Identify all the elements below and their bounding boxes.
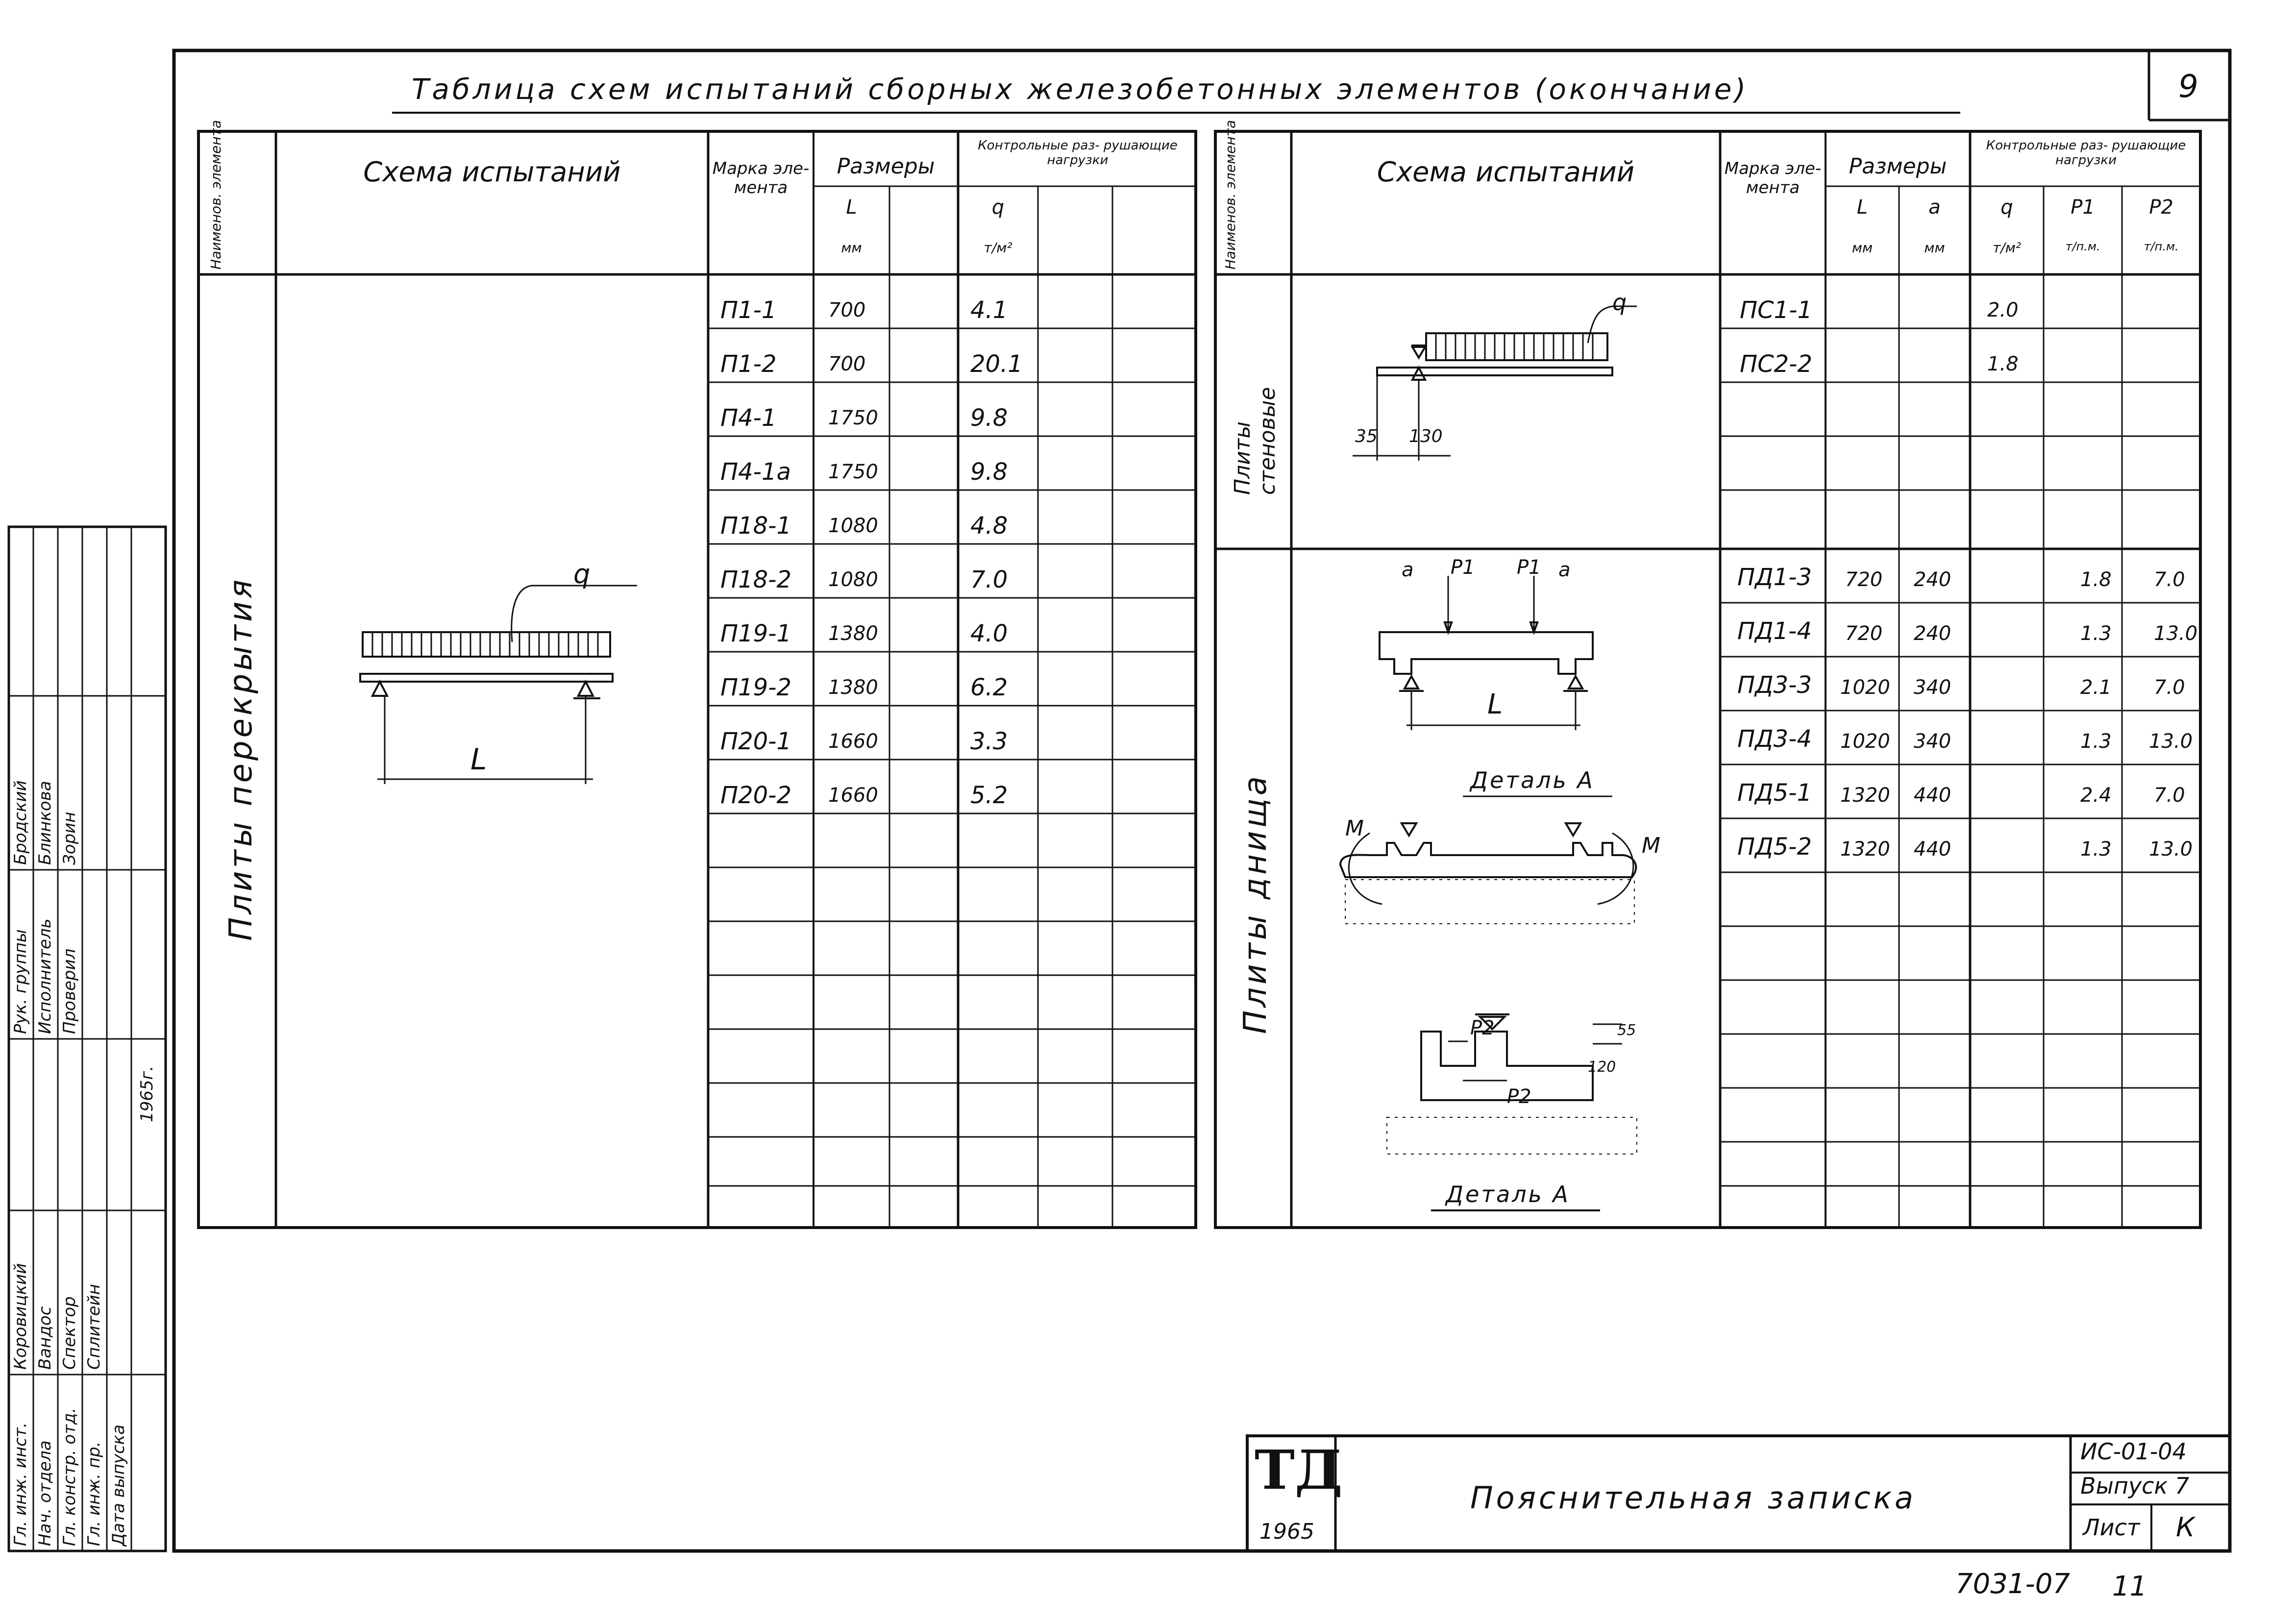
left-scheme-q-label: q — [573, 559, 591, 590]
left-header-q: q — [991, 196, 1005, 219]
right-header-p1-unit: т/п.м. — [2065, 240, 2100, 253]
table-row-mark: ПД5-1 — [1737, 779, 1812, 807]
left-header-q-unit: т/м² — [984, 240, 1012, 256]
table-row-mark: ПС2-2 — [1740, 350, 1813, 378]
table-row-l: 1020 — [1840, 730, 1890, 753]
table-row-l: 1660 — [828, 730, 878, 753]
table-row-p2: 7.0 — [2154, 568, 2185, 591]
right-header-p1: P1 — [2071, 196, 2095, 219]
table-row-p2: 7.0 — [2154, 676, 2185, 699]
table-row-mark: ПД5-2 — [1737, 833, 1812, 861]
table-row-mark: П1-2 — [720, 350, 777, 378]
side-stamp-name: Вандос — [35, 1306, 55, 1370]
left-header-l-unit: мм — [841, 240, 862, 256]
side-stamp-role: Дата выпуска — [109, 1424, 128, 1546]
right-header-q: q — [2000, 196, 2013, 219]
side-stamp-role: Рук. группы — [11, 929, 30, 1034]
table-row-q: 4.1 — [970, 296, 1008, 324]
table-row-q: 6.2 — [970, 674, 1008, 701]
table-row-mark: П4-1 — [720, 404, 777, 432]
stamp-sheet-value: К — [2176, 1512, 2195, 1543]
table-row-mark: ПД1-4 — [1737, 617, 1812, 645]
side-stamp-name: Блинкова — [35, 781, 55, 865]
side-stamp-role: Гл. инж. пр. — [84, 1441, 104, 1546]
right-header-name: Наименов. элемента — [1222, 120, 1238, 270]
table-row-q: 5.2 — [970, 782, 1008, 809]
table-row-l: 700 — [828, 353, 866, 375]
table-row-mark: П1-1 — [720, 296, 777, 324]
stamp-year: 1965 — [1259, 1519, 1314, 1544]
detail-p2-1: P2 — [1470, 1017, 1495, 1039]
table-row-l: 1380 — [828, 622, 878, 645]
footer-sheet: 11 — [2112, 1571, 2147, 1602]
left-header-name: Наименов. элемента — [208, 120, 224, 270]
right-group1-label: Плиты стеновые — [1230, 387, 1280, 495]
right-header-q-unit: т/м² — [1992, 240, 2022, 256]
side-stamp-name: Спектор — [60, 1296, 79, 1370]
side-stamp-name: Сплитейн — [84, 1284, 104, 1370]
page-title: Таблица схем испытаний сборных железобетонных элементов (окончание) — [412, 73, 1749, 106]
table-row-l: 1080 — [828, 515, 878, 537]
left-beam-scheme — [360, 586, 637, 784]
table-row-mark: П4-1а — [720, 458, 791, 486]
right-header-a-unit: мм — [1924, 240, 1945, 256]
table-row-p2: 7.0 — [2154, 784, 2185, 807]
table-row-l: 1750 — [828, 461, 878, 483]
table-row-mark: ПД1-3 — [1737, 564, 1812, 591]
stamp-sheet-label: Лист — [2083, 1514, 2140, 1541]
table-row-p2: 13.0 — [2149, 730, 2193, 753]
table-row-l: 720 — [1845, 622, 1883, 645]
table-row-q: 4.0 — [970, 620, 1008, 647]
table-row-q: 2.0 — [1987, 299, 2019, 321]
table-row-l: 700 — [828, 299, 866, 321]
right-group2-label: Плиты днища — [1237, 773, 1274, 1034]
side-stamp-role: Исполнитель — [35, 918, 55, 1034]
right-header-p2: P2 — [2149, 196, 2173, 219]
bottom-scheme-a1: a — [1402, 559, 1414, 581]
left-header-sizes: Размеры — [837, 154, 935, 179]
side-stamp-name: Коровицкий — [11, 1263, 30, 1370]
side-stamp-role: Гл. инж. инст. — [11, 1422, 30, 1546]
left-scheme-l-label: L — [470, 742, 487, 777]
table-row-mark: П19-1 — [720, 620, 792, 647]
right-header-loads: Контрольные раз- рушающие нагрузки — [1986, 138, 2186, 168]
table-row-l: 1080 — [828, 568, 878, 591]
table-row-p2: 13.0 — [2154, 622, 2198, 645]
table-row-a: 240 — [1914, 568, 1951, 591]
detail-dim2: 120 — [1588, 1058, 1616, 1076]
detail-m2: M — [1642, 833, 1660, 858]
left-header-l: L — [846, 196, 857, 219]
table-row-p2: 13.0 — [2149, 838, 2193, 861]
table-row-q: 9.8 — [970, 404, 1008, 432]
side-stamp-name: Зорин — [60, 812, 79, 865]
bottom-scheme-p1b: P1 — [1517, 556, 1541, 579]
bottom-plate-scheme — [1380, 576, 1593, 730]
page-number: 9 — [2178, 69, 2198, 105]
table-row-l: 1020 — [1840, 676, 1890, 699]
table-row-l: 720 — [1845, 568, 1883, 591]
table-row-mark: П19-2 — [720, 674, 792, 701]
table-row-p1: 1.3 — [2080, 730, 2112, 753]
side-stamp-name: 1965г. — [137, 1065, 157, 1122]
side-stamp-role: Нач. отдела — [35, 1440, 55, 1546]
table-row-p1: 1.8 — [2080, 568, 2112, 591]
table-row-mark: П20-1 — [720, 728, 792, 755]
table-row-q: 7.0 — [970, 566, 1008, 593]
wall-plate-scheme — [1353, 306, 1637, 461]
table-row-a: 340 — [1914, 676, 1951, 699]
stamp-doc-title: Пояснительная записка — [1470, 1480, 1917, 1516]
table-row-l: 1320 — [1840, 838, 1890, 861]
table-row-q: 20.1 — [970, 350, 1023, 378]
footer-number: 7031-07 — [1955, 1568, 2070, 1600]
stamp-code: ИС-01-04 — [2080, 1438, 2187, 1465]
right-header-mark: Марка эле- мента — [1724, 159, 1822, 198]
table-row-a: 440 — [1914, 838, 1951, 861]
table-row-mark: П18-1 — [720, 512, 792, 540]
right-header-sizes: Размеры — [1849, 154, 1947, 179]
bottom-scheme-p1: P1 — [1451, 556, 1475, 579]
detail-a-top — [1340, 796, 1636, 924]
table-row-l: 1660 — [828, 784, 878, 807]
right-header-scheme: Схема испытаний — [1377, 156, 1635, 188]
table-row-p1: 2.1 — [2080, 676, 2112, 699]
table-row-a: 240 — [1914, 622, 1951, 645]
table-row-a: 440 — [1914, 784, 1951, 807]
detail-p2-2: P2 — [1507, 1085, 1531, 1108]
table-row-a: 340 — [1914, 730, 1951, 753]
wall-scheme-dim2: 130 — [1409, 426, 1443, 446]
side-stamp-role: Гл. констр. отд. — [60, 1407, 79, 1546]
side-stamp-role: Проверил — [60, 948, 79, 1034]
table-row-l: 1320 — [1840, 784, 1890, 807]
side-stamp-name: Бродский — [11, 780, 30, 865]
stamp-issue: Выпуск 7 — [2080, 1473, 2190, 1499]
bottom-scheme-a2: a — [1558, 559, 1571, 581]
table-row-mark: ПД3-3 — [1737, 671, 1812, 699]
detail-top-label: Деталь А — [1470, 767, 1595, 793]
table-row-q: 9.8 — [970, 458, 1008, 486]
table-row-q: 4.8 — [970, 512, 1008, 540]
table-row-p1: 2.4 — [2080, 784, 2112, 807]
table-row-mark: ПС1-1 — [1740, 296, 1813, 324]
left-group-label: Плиты перекрытия — [223, 576, 259, 941]
table-row-p1: 1.3 — [2080, 838, 2112, 861]
right-header-p2-unit: т/п.м. — [2144, 240, 2179, 253]
table-row-l: 1750 — [828, 407, 878, 429]
table-row-mark: ПД3-4 — [1737, 725, 1812, 753]
right-header-a: a — [1928, 196, 1941, 219]
left-header-loads: Контрольные раз- рушающие нагрузки — [978, 138, 1178, 168]
detail-dim1: 55 — [1617, 1022, 1636, 1039]
left-header-scheme: Схема испытаний — [363, 156, 621, 188]
table-row-q: 1.8 — [1987, 353, 2019, 375]
detail-m1: M — [1345, 816, 1364, 841]
detail-bottom-label: Деталь А — [1446, 1181, 1570, 1207]
right-header-l-unit: мм — [1851, 240, 1873, 256]
stamp-logo: ТД — [1255, 1438, 1343, 1501]
wall-scheme-dim1: 35 — [1355, 426, 1378, 446]
table-row-l: 1380 — [828, 676, 878, 699]
right-header-l: L — [1856, 196, 1868, 219]
table-row-p1: 1.3 — [2080, 622, 2112, 645]
table-row-mark: П20-2 — [720, 782, 792, 809]
table-row-q: 3.3 — [970, 728, 1008, 755]
table-row-mark: П18-2 — [720, 566, 792, 593]
left-header-mark: Марка эле- мента — [712, 159, 810, 198]
bottom-scheme-l: L — [1487, 689, 1503, 720]
wall-scheme-q: q — [1612, 289, 1627, 316]
